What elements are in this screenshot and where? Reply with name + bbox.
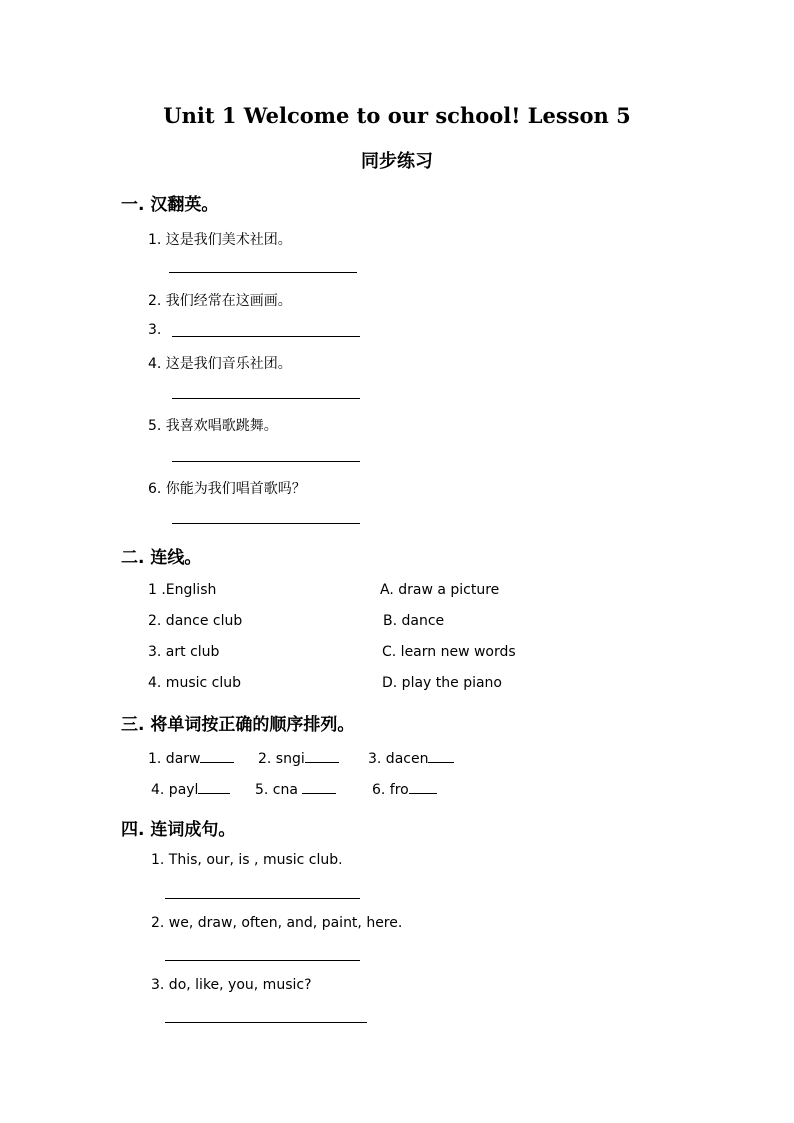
sentence-line-2 bbox=[165, 960, 360, 961]
match-left-4: 4. music club bbox=[148, 675, 241, 691]
section-4-heading: 四. 连词成句。 bbox=[121, 820, 236, 840]
scramble-word-1: 1. darw bbox=[148, 751, 201, 767]
scramble-word-3: 3. dacen bbox=[368, 751, 429, 767]
scramble-item-2 bbox=[258, 748, 339, 767]
section-3-heading: 三. 将单词按正确的顺序排列。 bbox=[121, 715, 355, 735]
answer-line-3 bbox=[172, 398, 360, 399]
scramble-item-1 bbox=[148, 748, 234, 767]
scramble-item-6 bbox=[372, 779, 437, 798]
match-left-1: 1 .English bbox=[148, 582, 217, 598]
scramble-blank-4 bbox=[198, 779, 230, 794]
sec1-item-6: 6. 你能为我们唱首歌吗？ bbox=[148, 481, 306, 497]
scramble-blank-6 bbox=[409, 779, 437, 794]
match-right-b: B. dance bbox=[383, 613, 445, 629]
match-right-d: D. play the piano bbox=[382, 675, 502, 691]
sec1-item-2: 2. 我们经常在这画画。 bbox=[148, 293, 292, 309]
sentence-line-1 bbox=[165, 898, 360, 899]
sentence-item-1: 1. This, our, is , music club. bbox=[151, 852, 343, 868]
scramble-word-6: 6. fro bbox=[372, 782, 409, 798]
scramble-item-3 bbox=[368, 748, 454, 767]
scramble-word-5: 5. cna bbox=[255, 782, 298, 798]
sec1-item-3: 3. bbox=[148, 322, 162, 338]
sentence-line-3 bbox=[165, 1022, 367, 1023]
section-1-heading: 一. 汉翻英。 bbox=[121, 195, 219, 215]
answer-line-5 bbox=[172, 523, 360, 524]
scramble-word-2: 2. sngi bbox=[258, 751, 305, 767]
scramble-blank-1 bbox=[200, 748, 234, 763]
scramble-word-4: 4. payl bbox=[151, 782, 199, 798]
sec1-item-1: 1. 这是我们美术社团。 bbox=[148, 232, 292, 248]
scramble-blank-5 bbox=[302, 779, 336, 794]
page-subtitle: 同步练习 bbox=[361, 151, 433, 172]
answer-line-4 bbox=[172, 461, 360, 462]
answer-line-2 bbox=[172, 336, 360, 337]
scramble-blank-2 bbox=[305, 748, 339, 763]
page-title: Unit 1 Welcome to our school! Lesson 5 bbox=[163, 103, 631, 128]
scramble-blank-3 bbox=[428, 748, 454, 763]
match-left-3: 3. art club bbox=[148, 644, 220, 660]
answer-line-1 bbox=[169, 272, 357, 273]
match-right-a: A. draw a picture bbox=[380, 582, 500, 598]
match-right-c: C. learn new words bbox=[382, 644, 516, 660]
sec1-item-4: 4. 这是我们音乐社团。 bbox=[148, 356, 292, 372]
match-left-2: 2. dance club bbox=[148, 613, 243, 629]
sentence-item-2: 2. we, draw, often, and, paint, here. bbox=[151, 915, 403, 931]
sec1-item-5: 5. 我喜欢唱歌跳舞。 bbox=[148, 418, 278, 434]
scramble-item-4 bbox=[151, 779, 230, 798]
section-2-heading: 二. 连线。 bbox=[121, 548, 202, 568]
sentence-item-3: 3. do, like, you, music? bbox=[151, 977, 312, 993]
scramble-item-5 bbox=[255, 779, 336, 798]
